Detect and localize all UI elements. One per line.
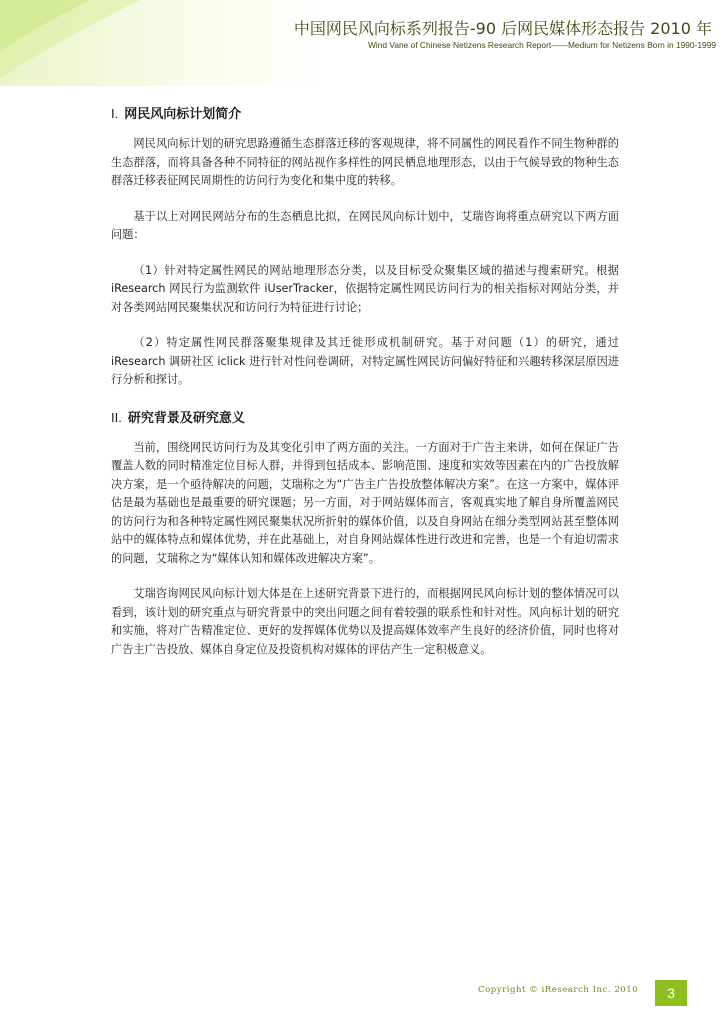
footer-copyright: Copyright © iResearch Inc. 2010: [478, 985, 639, 995]
page-number: 3: [655, 980, 687, 1006]
section-heading-intro: [111, 103, 619, 125]
paragraph: 艾瑞咨询网民风向标计划大体是在上述研究背景下进行的，而根据网民风向标计划的整体情况可以看到，该计划的研究重点与研究背景中的突出问题之间有着较强的联系性和针对性。风向标计划的研究和实施，将对广告精准定位、更好的发挥媒体优势以及提高媒体效率产生良好的经济价值，同时也将对广告主广告投放、媒体自身定位及投资机构对媒体的评估产生一定积极意义。: [111, 587, 619, 656]
paragraph: 当前，围绕网民访问行为及其变化引申了两方面的关注。一方面对于广告主来讲，如何在保证广告覆盖人数的同时精准定位目标人群，并得到包括成本、影响范围、速度和实效等因素在内的广告投放解决方案，是一个亟待解决的问题，艾瑞称之为“广告主广告投放整体解决方案”。在这一方案中，媒体评估是最为基础也是最重要的研究课题；另一方面，对于网站媒体而言，客观真实地了解自身所覆盖网民的访问行为和各种特定属性网民聚集状况所折射的媒体价值，以及自身网站在细分类型网站甚至整体网站中的媒体特点和媒体优势，并在此基础上，对自身网站媒体性进行改进和完善，也是一个有迫切需求的问题，艾瑞称之为“媒体认知和媒体改进解决方案”。: [111, 440, 619, 565]
section-number: II.: [111, 409, 122, 425]
section-number: I.: [111, 106, 119, 121]
report-title: 中国网民风向标系列报告-90 后网民媒体形态报告 2010 年: [293, 19, 712, 38]
section-title: 研究背景及研究意义: [127, 410, 245, 426]
paragraph: （1）针对特定属性网民的网站地理形态分类，以及目标受众聚集区域的描述与搜索研究。根据 iResearch 网民行为监测软件 iUserTracker，依据特定属性网民访问行为的相关指标对网站分类，并对各类网站网民聚集状况和访问行为特征进行讨论；: [111, 263, 619, 314]
paragraph: 基于以上对网民网站分布的生态栖息比拟，在网民风向标计划中，艾瑞咨询将重点研究以下两方面问题：: [111, 209, 619, 241]
document-body: [111, 103, 619, 676]
section-title: 网民风向标计划简介: [124, 107, 242, 122]
report-subtitle: Wind Vane of Chinese Netizens Research Report——Medium for Netizens Born in 1990-1999: [367, 40, 716, 50]
section-heading-background: [111, 407, 619, 429]
paragraph: （2）特定属性网民群落聚集规律及其迁徙形成机制研究。基于对问题（1）的研究，通过 iResearch 调研社区 iclick 进行针对性问卷调研，对特定属性网民访问偏好特征和兴趣转移深层原因进行分析和探讨。: [111, 336, 619, 386]
paragraph: 网民风向标计划的研究思路遵循生态群落迁移的客观规律，将不同属性的网民看作不同生物种群的生态群落，而将具备各种不同特征的网站视作多样性的网民栖息地理形态，以由于气候导致的物种生态群落迁移表征网民周期性的访问行为变化和集中度的转移。: [111, 137, 619, 187]
